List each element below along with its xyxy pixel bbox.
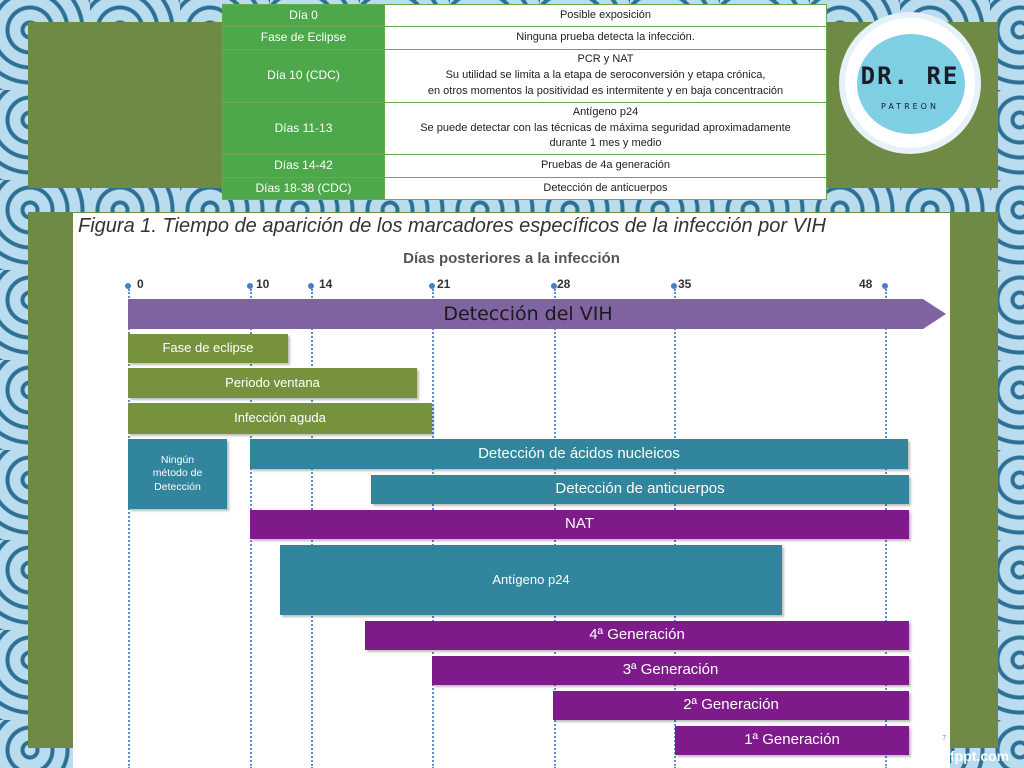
- table-cell-desc: Pruebas de 4a generación: [385, 155, 827, 177]
- tick-label: 35: [678, 277, 692, 291]
- detection-arrow-label: Detección del VIH: [443, 303, 613, 325]
- table-cell-day: Fase de Eclipse: [223, 27, 385, 49]
- table-row: [223, 27, 827, 49]
- table-row: [223, 49, 827, 102]
- table-cell-day: Día 0: [223, 5, 385, 27]
- table-cell-desc: Posible exposición: [385, 5, 827, 27]
- tick-label: 0: [137, 277, 144, 291]
- table-cell-day: Días 14-42: [223, 155, 385, 177]
- bar-1a-generacion: 1ª Generación: [675, 726, 909, 755]
- table-row: [223, 155, 827, 177]
- bar-ningun-line: Detección: [154, 480, 201, 493]
- tick-label: 21: [437, 277, 451, 291]
- fppt-brand: fppt.com: [950, 748, 1010, 764]
- table-cell-desc: PCR y NAT Su utilidad se limita a la etapa de seroconversión y etapa crónica, en otros momentos la positividad es intermitente y en baja concentración: [385, 49, 827, 102]
- tick-label: 28: [557, 277, 571, 291]
- table-cell-desc: Ninguna prueba detecta la infección.: [385, 27, 827, 49]
- tick-label: 14: [319, 277, 333, 291]
- hiv-markers-figure: [73, 213, 950, 768]
- bar-acidos-nucleicos: Detección de ácidos nucleicos: [250, 439, 908, 469]
- bar-ningun-line: método de: [152, 467, 203, 480]
- figure-subtitle: Días posteriores a la infección: [403, 250, 620, 267]
- tick-label: 10: [256, 277, 270, 291]
- table-row: [223, 177, 827, 199]
- timeline-table: [222, 4, 827, 200]
- table-cell-desc: Detección de anticuerpos: [385, 177, 827, 199]
- bar-3a-generacion: 3ª Generación: [432, 656, 909, 685]
- table-row: [223, 5, 827, 27]
- logo-subtitle: PATREON: [881, 102, 939, 111]
- table-cell-desc: Antígeno p24 Se puede detectar con las técnicas de máxima seguridad aproximadamente durante 1 mes y medio: [385, 102, 827, 155]
- bar-antigeno-p24: Antígeno p24: [280, 545, 782, 615]
- bar-anticuerpos: Detección de anticuerpos: [371, 475, 909, 504]
- bar-ningun-metodo: [128, 439, 227, 509]
- bar-periodo-ventana: Periodo ventana: [128, 368, 417, 398]
- bar-infeccion-aguda: Infección aguda: [128, 403, 432, 434]
- table-row: [223, 102, 827, 155]
- bar-2a-generacion: 2ª Generación: [553, 691, 909, 720]
- figure-title: Figura 1. Tiempo de aparición de los marcadores específicos de la infección por VIH: [78, 215, 826, 237]
- bar-ningun-line: Ningún: [160, 454, 195, 467]
- bar-4a-generacion: 4ª Generación: [365, 621, 909, 650]
- bar-nat: NAT: [250, 510, 909, 539]
- logo-title: DR. RE: [860, 62, 960, 90]
- tick-label: 48: [859, 277, 873, 291]
- table-cell-day: Día 10 (CDC): [223, 49, 385, 102]
- bar-fase-eclipse: Fase de eclipse: [128, 334, 288, 363]
- dr-re-logo: [845, 18, 975, 148]
- page-number: 7: [942, 734, 947, 742]
- table-cell-day: Días 11-13: [223, 102, 385, 155]
- table-cell-day: Días 18-38 (CDC): [223, 177, 385, 199]
